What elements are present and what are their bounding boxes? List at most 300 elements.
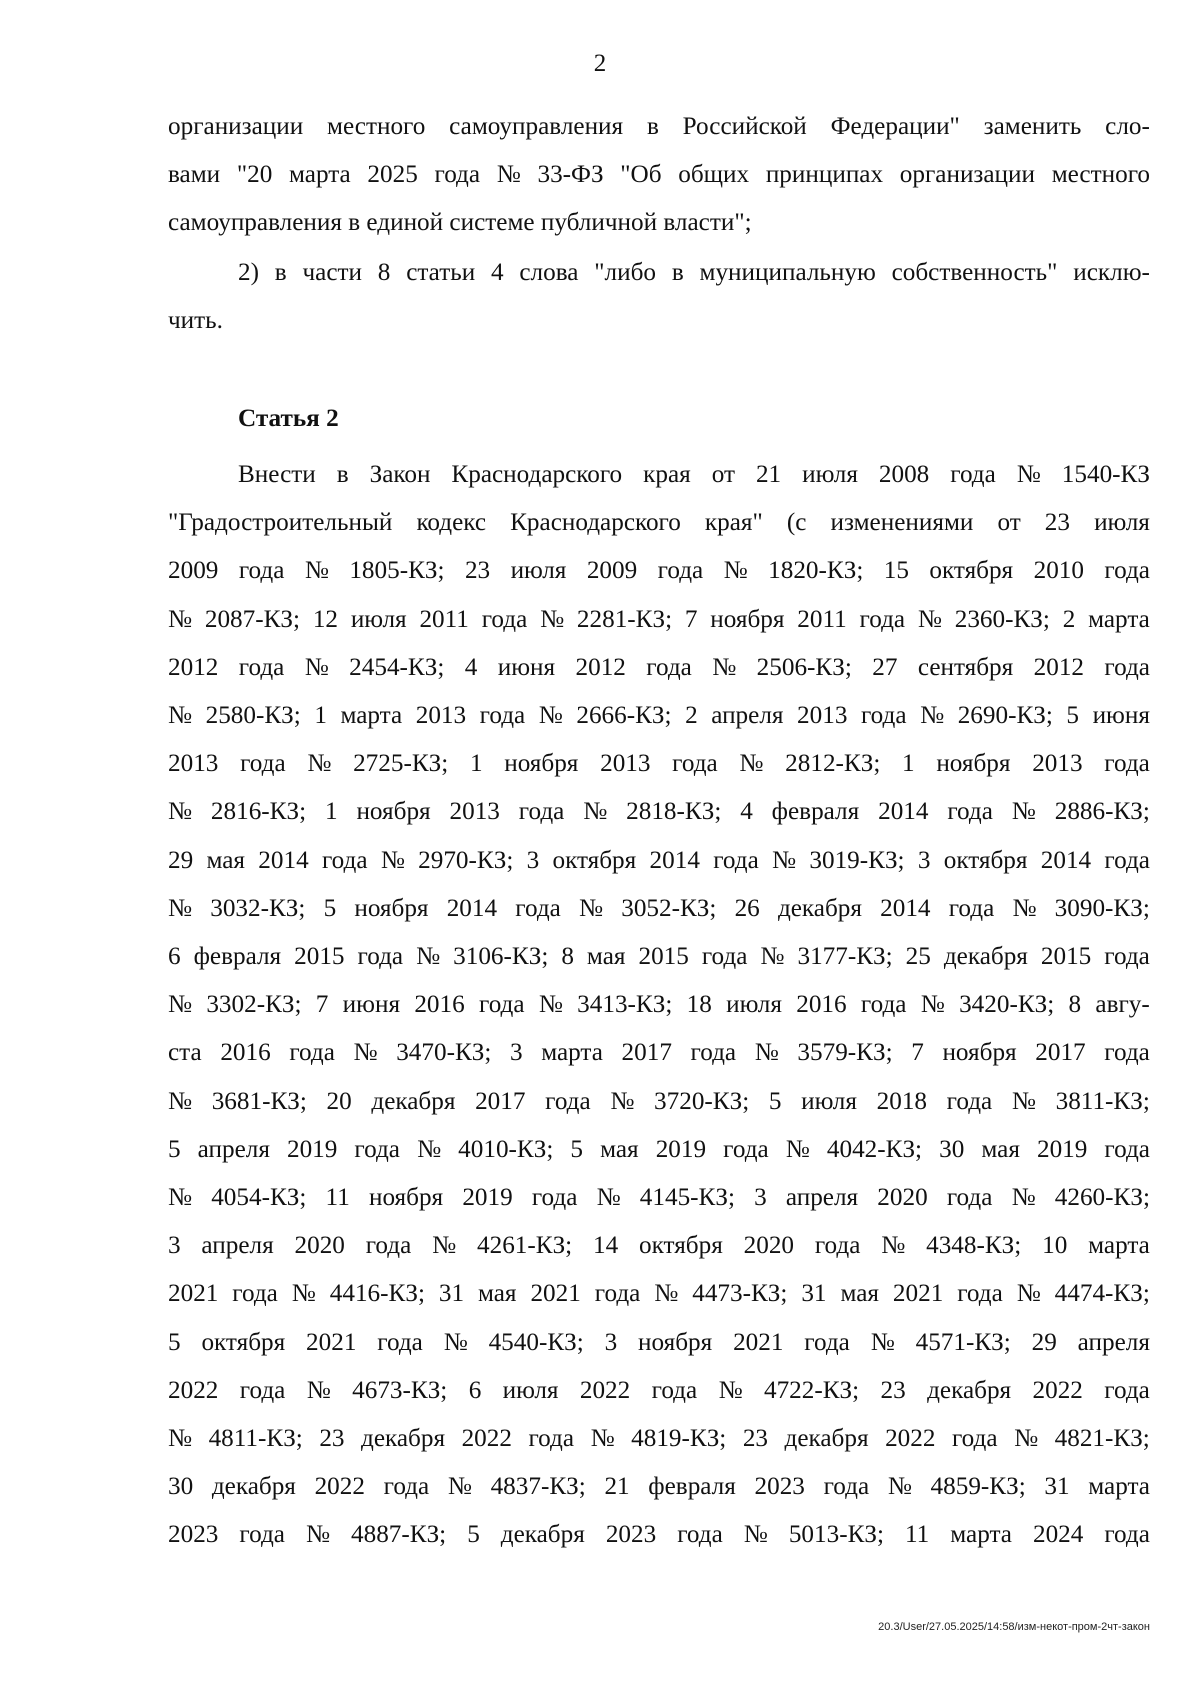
word: 2019: [655, 1135, 707, 1163]
word: 2010: [1033, 557, 1084, 585]
word: года: [239, 1521, 285, 1549]
word: №: [496, 161, 521, 189]
word: 2024: [1032, 1521, 1084, 1549]
word: 3: [526, 846, 540, 874]
word: 7: [315, 991, 329, 1019]
word: местного: [327, 113, 426, 140]
word: марта: [1088, 605, 1150, 633]
word: года: [951, 1425, 998, 1453]
word: декабря: [500, 1521, 585, 1549]
text-line: [168, 1078, 1150, 1126]
word: 11: [905, 1521, 930, 1549]
word: №: [590, 1425, 615, 1453]
word: декабря: [943, 943, 1028, 971]
word: 2013: [168, 750, 219, 778]
word: марта: [950, 1521, 1012, 1549]
word: 4540-КЗ;: [488, 1328, 584, 1356]
word: года: [859, 605, 906, 633]
word: года: [950, 461, 996, 488]
text-line: чить.: [168, 307, 223, 335]
word: 2690-КЗ;: [957, 702, 1053, 730]
word: заменить: [983, 113, 1082, 140]
word: 4010-КЗ;: [458, 1135, 554, 1163]
word: организации: [168, 113, 304, 140]
word: края": [704, 509, 763, 537]
word: апреля: [197, 1135, 270, 1163]
word: 4722-КЗ;: [763, 1376, 860, 1404]
word: года: [947, 798, 993, 826]
word: года: [357, 943, 404, 971]
word: 14: [593, 1232, 619, 1260]
article-2-body: [168, 451, 1150, 1560]
word: года: [823, 1473, 870, 1501]
word: в: [336, 461, 349, 488]
word: от: [997, 509, 1021, 537]
word: 31: [438, 1280, 465, 1308]
word: года: [354, 1135, 400, 1163]
word: ноября: [504, 750, 579, 778]
word: года: [515, 894, 561, 922]
word: собственность": [891, 259, 1058, 286]
word: №: [1012, 894, 1037, 922]
text-line: [168, 1029, 1150, 1077]
word: года: [672, 750, 718, 778]
word: 7: [684, 605, 698, 633]
word: №: [1011, 1087, 1036, 1115]
text-line: самоуправления в единой системе публичной власти";: [168, 209, 752, 237]
word: 1540-КЗ: [1061, 461, 1150, 488]
word: "20: [236, 161, 273, 189]
word: 4: [490, 259, 504, 286]
word: 4348-КЗ;: [926, 1232, 1022, 1260]
word: 2017: [1035, 1039, 1086, 1067]
text-line: [168, 1126, 1150, 1174]
word: 30: [168, 1473, 194, 1501]
word: 1: [314, 702, 327, 730]
word: №: [540, 605, 565, 633]
word: февраля: [771, 798, 860, 826]
word: (с: [786, 509, 807, 537]
word: года: [860, 991, 907, 1019]
word: №: [304, 653, 329, 681]
word: №: [596, 1184, 621, 1212]
word: года: [1104, 557, 1150, 585]
word: года: [723, 1135, 769, 1163]
word: №: [307, 750, 332, 778]
word: 18: [686, 991, 712, 1019]
word: года: [948, 894, 995, 922]
word: №: [654, 1280, 679, 1308]
word: 5: [1066, 702, 1080, 730]
text-line: [168, 1463, 1150, 1511]
word: 4042-КЗ;: [826, 1135, 923, 1163]
word: года: [1104, 943, 1150, 971]
word: 4837-КЗ;: [490, 1473, 586, 1501]
text-line: [168, 547, 1150, 595]
word: 3420-КЗ;: [959, 991, 1055, 1019]
word: 2506-КЗ;: [756, 653, 852, 681]
word: года: [957, 1280, 1003, 1308]
word: 2013: [600, 750, 651, 778]
word: в: [646, 113, 659, 140]
text-line: [168, 1415, 1150, 1463]
word: 10: [1042, 1232, 1068, 1260]
word: №: [760, 943, 785, 971]
text-line: [168, 1367, 1150, 1415]
word: Краснодарского: [451, 461, 623, 488]
word: 27: [872, 653, 898, 681]
word: 2013: [1032, 750, 1083, 778]
word: 2580-КЗ;: [205, 702, 301, 730]
word: 23: [464, 557, 491, 585]
word: года: [946, 1087, 993, 1115]
word: 2017: [621, 1039, 672, 1067]
word: 2014: [1040, 846, 1092, 874]
word: №: [538, 702, 563, 730]
word: №: [610, 1087, 635, 1115]
word: 3: [604, 1328, 618, 1356]
word: 1: [324, 798, 338, 826]
word: 4859-КЗ;: [930, 1473, 1026, 1501]
word: №: [917, 605, 942, 633]
word: ноября: [356, 798, 431, 826]
word: 23: [742, 1425, 769, 1453]
word: местного: [1051, 161, 1150, 189]
word: 2015: [1040, 943, 1092, 971]
word: 3106-КЗ;: [453, 943, 549, 971]
word: декабря: [211, 1473, 296, 1501]
word: №: [380, 846, 405, 874]
word: 4887-КЗ;: [351, 1521, 447, 1549]
word: 20: [326, 1087, 352, 1115]
word: 2021: [168, 1280, 219, 1308]
word: 3413-КЗ;: [577, 991, 673, 1019]
word: 2021: [530, 1280, 581, 1308]
word: года: [481, 605, 528, 633]
word: №: [538, 991, 563, 1019]
word: 3: [510, 1039, 523, 1067]
word: №: [416, 943, 441, 971]
word: 2013: [449, 798, 500, 826]
word: 5: [168, 1328, 181, 1356]
word: 29: [1031, 1328, 1057, 1356]
word: 7: [911, 1039, 924, 1067]
word: №: [1016, 461, 1041, 488]
word: от: [711, 461, 735, 488]
word: №: [723, 557, 748, 585]
word: мая: [981, 1135, 1020, 1163]
word: марта: [289, 161, 351, 189]
text-line: [168, 1222, 1150, 1270]
word: года: [1104, 1376, 1150, 1404]
word: 3090-КЗ;: [1054, 894, 1150, 922]
word: №: [579, 894, 604, 922]
text-line: [168, 1511, 1150, 1559]
word: 2: [685, 702, 698, 730]
word: №: [168, 1184, 193, 1212]
word: 23: [319, 1425, 345, 1453]
word: года: [946, 1184, 993, 1212]
word: декабря: [927, 1376, 1012, 1404]
word: муниципальную: [699, 259, 876, 286]
word: 3032-КЗ;: [210, 894, 306, 922]
word: №: [432, 1232, 457, 1260]
word: июля: [510, 557, 567, 585]
word: 2025: [367, 161, 418, 189]
word: 3019-КЗ;: [809, 846, 905, 874]
word: 8: [377, 259, 391, 286]
word: 2023: [605, 1521, 657, 1549]
word: марта: [1088, 1232, 1150, 1260]
word: 2016: [220, 1039, 271, 1067]
word: №: [1016, 1280, 1041, 1308]
word: года: [545, 1087, 591, 1115]
word: 2014: [880, 894, 931, 922]
text-line: [168, 933, 1150, 981]
word: 21: [604, 1473, 630, 1501]
word: декабря: [371, 1087, 456, 1115]
word: мая: [600, 1135, 639, 1163]
word: №: [754, 1039, 779, 1067]
word: года: [434, 161, 481, 189]
word: 2970-КЗ;: [418, 846, 514, 874]
word: вами: [168, 161, 221, 189]
word: октября: [201, 1328, 286, 1356]
word: 4261-КЗ;: [477, 1232, 573, 1260]
word: года: [238, 653, 285, 681]
word: 4819-КЗ;: [631, 1425, 727, 1453]
word: 4811-КЗ;: [208, 1425, 303, 1453]
word: года: [860, 702, 907, 730]
word: 2818-КЗ;: [626, 798, 722, 826]
word: года: [690, 1039, 737, 1067]
word: года: [677, 1521, 723, 1549]
word: 3579-КЗ;: [797, 1039, 893, 1067]
word: мая: [586, 943, 626, 971]
word: июля: [726, 991, 782, 1019]
word: части: [302, 259, 362, 286]
word: года: [713, 846, 759, 874]
word: 2022: [461, 1425, 512, 1453]
word: года: [289, 1039, 335, 1067]
text-line: [168, 692, 1150, 740]
word: июня: [342, 991, 401, 1019]
word: №: [785, 1135, 810, 1163]
article-heading: Статья 2: [238, 405, 339, 432]
word: 33-ФЗ: [537, 161, 604, 189]
paragraph-item-2: [168, 249, 1150, 345]
word: 23: [1044, 509, 1070, 537]
word: года: [240, 750, 286, 778]
word: 2008: [878, 461, 930, 488]
word: апреля: [201, 1232, 274, 1260]
word: исклю-: [1073, 259, 1150, 286]
word: 2016: [414, 991, 465, 1019]
word: 3: [168, 1232, 181, 1260]
word: №: [168, 894, 193, 922]
word: 2: [1062, 605, 1076, 633]
word: года: [657, 557, 704, 585]
word: ноября: [710, 605, 785, 633]
word: года: [377, 1328, 423, 1356]
word: 5: [768, 1087, 782, 1115]
word: 21: [755, 461, 782, 488]
word: 3052-КЗ;: [621, 894, 717, 922]
word: №: [772, 846, 797, 874]
word: №: [168, 991, 193, 1019]
word: 6: [468, 1376, 482, 1404]
word: года: [479, 702, 526, 730]
word: принципах: [765, 161, 884, 189]
word: 4: [464, 653, 478, 681]
word: статьи: [406, 259, 476, 286]
word: ноября: [936, 750, 1011, 778]
word: 2816-КЗ;: [210, 798, 307, 826]
text-line: [168, 837, 1150, 885]
word: июня: [497, 653, 556, 681]
word: №: [1011, 798, 1036, 826]
word: ноября: [368, 1184, 444, 1212]
word: 2014: [649, 846, 700, 874]
word: года: [365, 1232, 412, 1260]
word: 4474-КЗ;: [1054, 1280, 1150, 1308]
word: июля: [802, 461, 858, 488]
word: Внести: [238, 461, 316, 488]
word: ноября: [354, 894, 429, 922]
text-line: [168, 1270, 1150, 1318]
word: 2023: [168, 1521, 219, 1549]
word: 3302-КЗ;: [206, 991, 302, 1019]
word: 2019: [462, 1184, 513, 1212]
text-line: [168, 981, 1150, 1029]
word: 8: [561, 943, 574, 971]
word: 2012: [1033, 653, 1084, 681]
word: октября: [943, 846, 1028, 874]
word: №: [920, 991, 945, 1019]
word: 15: [883, 557, 909, 585]
word: 30: [939, 1135, 965, 1163]
word: 5: [168, 1135, 181, 1163]
word: 1820-КЗ;: [768, 557, 864, 585]
word: года: [701, 943, 748, 971]
word: февраля: [193, 943, 282, 971]
word: №: [417, 1135, 442, 1163]
word: №: [712, 653, 737, 681]
word: №: [447, 1473, 472, 1501]
text-line: [168, 740, 1150, 788]
word: №: [443, 1328, 468, 1356]
word: 3681-КЗ;: [211, 1087, 307, 1115]
word: 1: [902, 750, 915, 778]
word: 2281-КЗ;: [576, 605, 673, 633]
word: "Градостроительный: [168, 509, 393, 537]
word: 1805-КЗ;: [349, 557, 445, 585]
word: июля: [502, 1376, 559, 1404]
word: 4: [740, 798, 753, 826]
word: 12: [312, 605, 339, 633]
word: "Об: [620, 161, 662, 189]
word: 2886-КЗ;: [1054, 798, 1150, 826]
word: 2018: [876, 1087, 927, 1115]
word: общих: [678, 161, 750, 189]
word: 8: [1068, 991, 1082, 1019]
word: 6: [168, 943, 181, 971]
footer-stamp: 20.3/User/27.05.2025/14:58/изм-некот-пром-2чт-закон: [878, 1621, 1150, 1633]
word: 3177-КЗ;: [797, 943, 893, 971]
word: октября: [639, 1232, 723, 1260]
text-line: [168, 596, 1150, 644]
word: 2087-КЗ;: [204, 605, 301, 633]
word: №: [168, 605, 193, 633]
text-line: [168, 1319, 1150, 1367]
word: 2015: [294, 943, 345, 971]
word: ноября: [942, 1039, 1017, 1067]
word: 2022: [579, 1376, 631, 1404]
word: ста: [168, 1039, 202, 1067]
word: ноября: [638, 1328, 713, 1356]
word: 5: [467, 1521, 480, 1549]
word: 2011: [419, 605, 469, 633]
word: 2009: [168, 557, 219, 585]
word: 1: [469, 750, 483, 778]
word: года: [383, 1473, 430, 1501]
word: кодекс: [416, 509, 487, 537]
word: №: [870, 1328, 895, 1356]
word: 11: [325, 1184, 350, 1212]
word: года: [531, 1184, 578, 1212]
word: №: [168, 702, 193, 730]
word: мая: [840, 1280, 879, 1308]
word: года: [646, 653, 692, 681]
word: марта: [541, 1039, 603, 1067]
word: 2019: [286, 1135, 338, 1163]
word: июля: [350, 605, 407, 633]
word: в: [671, 259, 684, 286]
word: года: [651, 1376, 698, 1404]
word: мая: [206, 846, 246, 874]
word: 2812-КЗ;: [785, 750, 881, 778]
word: 2): [238, 259, 259, 286]
word: 2013: [415, 702, 467, 730]
word: 4145-КЗ;: [639, 1184, 735, 1212]
word: №: [168, 798, 193, 826]
word: декабря: [784, 1425, 869, 1453]
word: года: [1104, 846, 1150, 874]
word: года: [814, 1232, 861, 1260]
word: 2022: [168, 1376, 219, 1404]
word: №: [583, 798, 608, 826]
word: октября: [552, 846, 637, 874]
text-line: [168, 788, 1150, 836]
word: 4673-КЗ;: [352, 1376, 448, 1404]
word: №: [743, 1521, 768, 1549]
word: в: [274, 259, 287, 286]
word: №: [1014, 1425, 1039, 1453]
word: края: [643, 461, 691, 488]
word: 3720-КЗ;: [654, 1087, 750, 1115]
word: №: [881, 1232, 906, 1260]
word: года: [232, 1280, 278, 1308]
word: марта: [1088, 1473, 1150, 1501]
word: февраля: [648, 1473, 736, 1501]
text-line: [168, 885, 1150, 933]
word: года: [478, 991, 525, 1019]
word: 4416-КЗ;: [329, 1280, 425, 1308]
word: №: [1011, 1184, 1036, 1212]
page-number: 2: [593, 50, 607, 77]
word: №: [168, 1425, 193, 1453]
word: июля: [1094, 509, 1150, 537]
